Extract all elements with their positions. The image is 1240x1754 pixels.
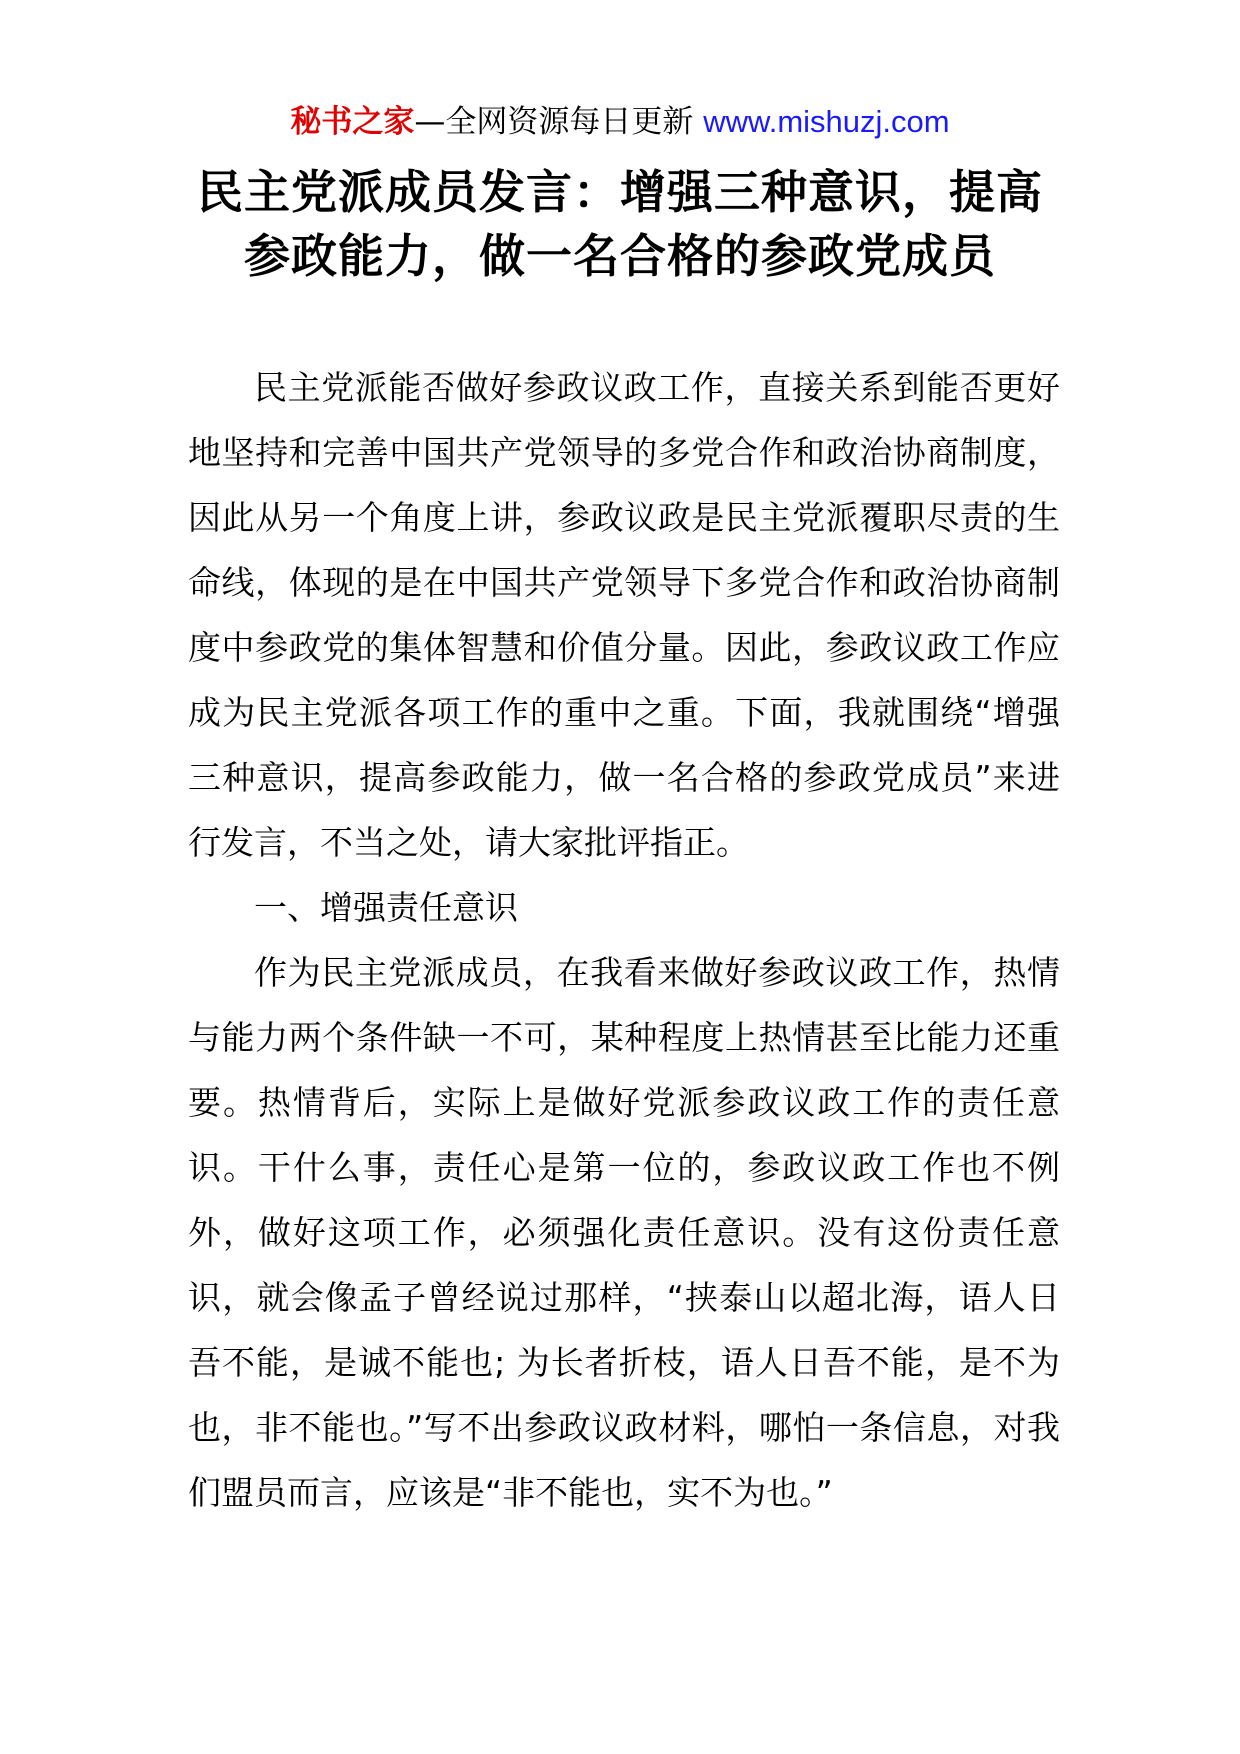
section-heading: 一、增强责任意识 — [254, 888, 518, 927]
brand-name: 秘书之家 — [290, 104, 415, 140]
paragraph-intro: 民主党派能否做好参政议政工作，直接关系到能否更好地坚持和完善中国共产党领导的多党合作和政治协商制度，因此从另一个角度上讲，参政议政是民主党派覆职尽责的生命线，体现的是在中国共产党领导下多党合作和政治协商制度中参政党的集体智慧和价值分量。因此，参政议政工作应成为民主党派各项工作的重中之重。下面，我就围绕“增强三种意识，提高参政能力，做一名合格的参政党成员”来进行发言，不当之处，请大家批评指正。 — [188, 368, 1060, 862]
document-body — [188, 355, 1060, 1525]
document-title — [170, 160, 1070, 288]
paragraph-responsibility: 作为民主党派成员，在我看来做好参政议政工作，热情与能力两个条件缺一不可，某种程度上热情甚至比能力还重要。热情背后，实际上是做好党派参政议政工作的责任意识。干什么事，责任心是第一位的，参政议政工作也不例外，做好这项工作，必须强化责任意识。没有这份责任意识，就会像孟子曾经说过那样，“挟泰山以超北海，语人日吾不能，是诚不能也; 为长者折枝，语人日吾不能，是不为也，非不能也。”写不出参政议政材料，哪怕一条信息，对我们盟员而言，应该是“非不能也，实不为也。” — [188, 953, 1060, 1512]
site-header — [0, 100, 1240, 144]
title-line-1: 民主党派成员发言：增强三种意识，提高 — [197, 165, 1043, 219]
title-line-2: 参政能力，做一名合格的参政党成员 — [244, 229, 996, 283]
site-url-link[interactable]: www.mishuzj.com — [703, 104, 950, 139]
header-tagline: —全网资源每日更新 — [414, 104, 694, 140]
